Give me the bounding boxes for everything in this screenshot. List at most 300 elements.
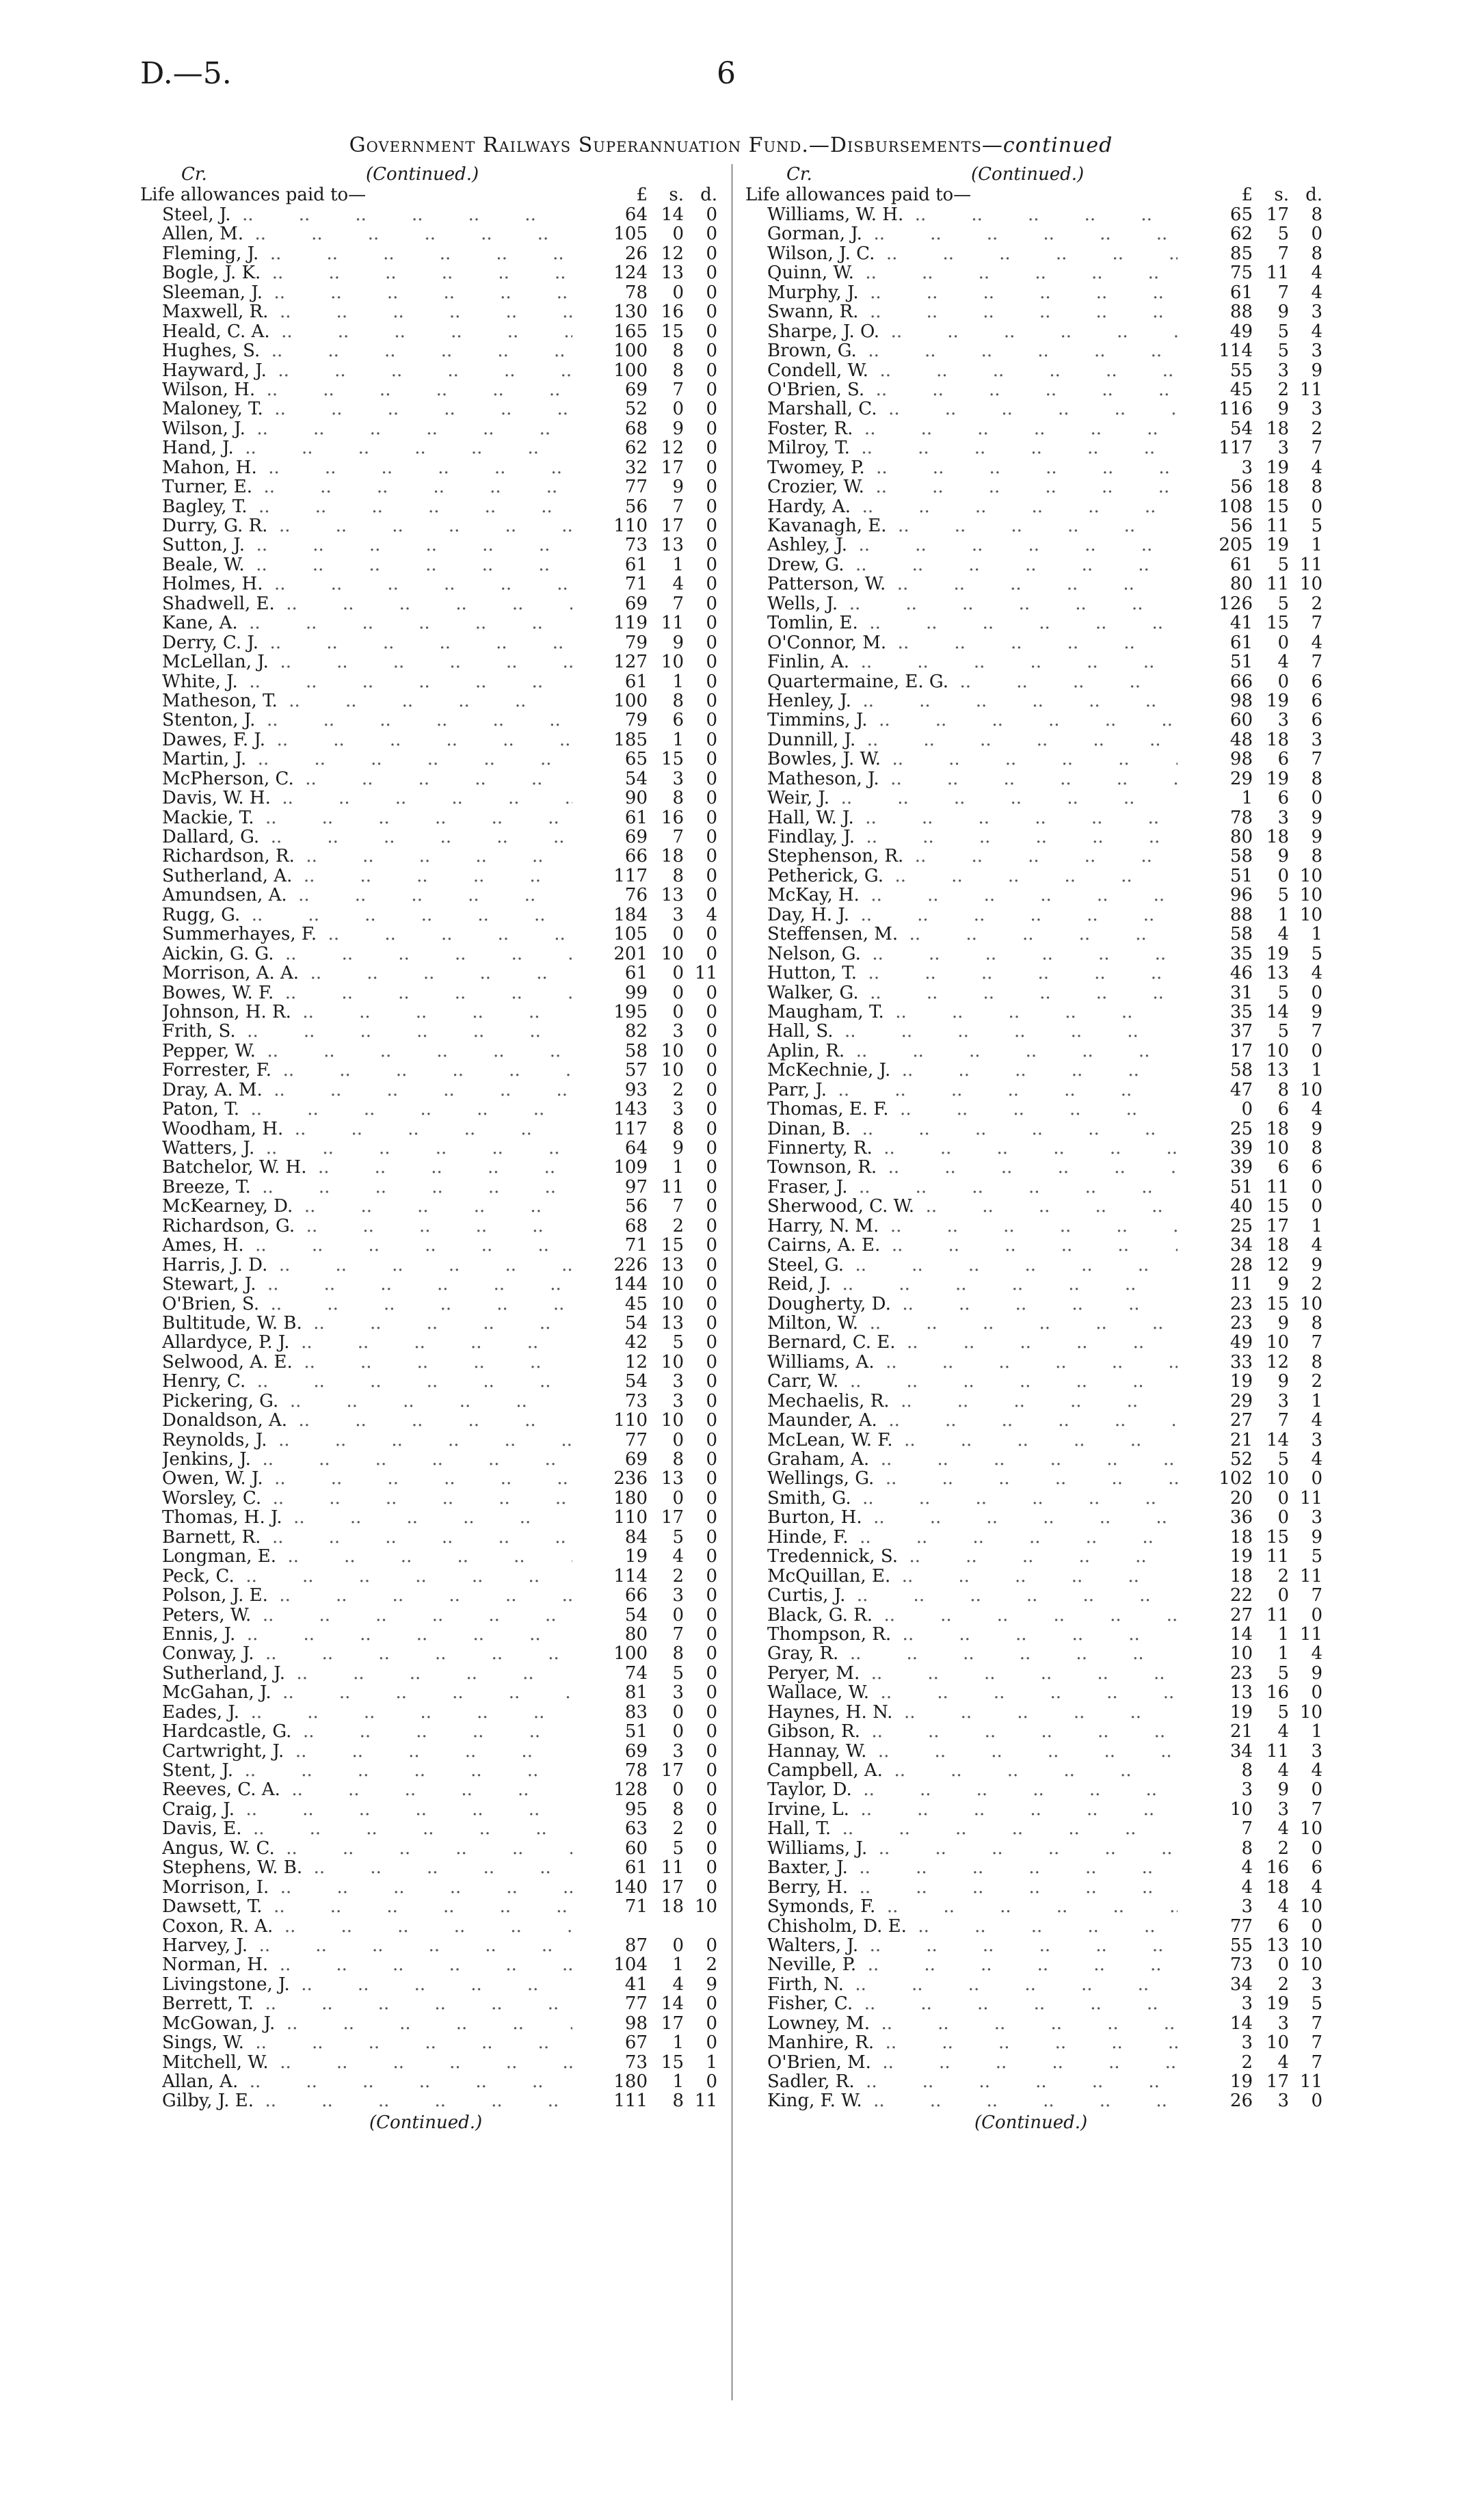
- entry-pounds: 19: [1230, 2071, 1253, 2092]
- entry-name: Dawsett, T. ..: [162, 1897, 572, 1916]
- entry-name: Bogle, J. K. ..: [162, 263, 572, 282]
- entry-pence: 0: [706, 1371, 717, 1392]
- entry-pounds: 95: [624, 1799, 648, 1820]
- entry-shillings: 11: [661, 1176, 684, 1197]
- left-entry-row: [140, 827, 756, 847]
- entry-pence: 0: [706, 1021, 717, 1042]
- entry-pence: 7: [1311, 438, 1323, 459]
- entry-name: Townson, R. ..: [767, 1158, 1178, 1177]
- entry-shillings: 0: [672, 1701, 684, 1723]
- entry-shillings: 19: [1266, 768, 1289, 789]
- entry-pence: 0: [706, 204, 717, 225]
- entry-pounds: 117: [613, 1118, 648, 1139]
- right-entry-row: [745, 827, 1361, 847]
- entry-name: Steffensen, M. ..: [767, 925, 1178, 944]
- left-entry-row: [140, 2053, 756, 2072]
- entry-shillings: 17: [661, 2013, 684, 2034]
- entry-pounds: 61: [1230, 632, 1253, 653]
- entry-shillings: 11: [1266, 516, 1289, 536]
- page-title: [0, 133, 1462, 157]
- entry-pence: 0: [706, 1876, 717, 1898]
- right-entry-row: [745, 1722, 1361, 1741]
- entry-shillings: 3: [672, 1585, 684, 1606]
- entry-pence: 0: [706, 1410, 717, 1431]
- entry-name: Ashley, J. ..: [767, 535, 1178, 555]
- entry-pence: 0: [706, 1312, 717, 1334]
- entry-pence: 0: [706, 671, 717, 692]
- right-entry-row: [745, 1761, 1361, 1780]
- left-entry-row: [140, 672, 756, 691]
- entry-pounds: 97: [624, 1176, 648, 1197]
- entry-name: Gray, R. ..: [767, 1644, 1178, 1663]
- entry-shillings: 11: [1266, 1740, 1289, 1762]
- entry-name: Steel, J. ..: [162, 205, 572, 224]
- entry-shillings: 3: [1277, 1390, 1289, 1411]
- entry-pence: 9: [1311, 807, 1323, 828]
- title-main: Government Railways Superannuation Fund.—Disbursements—: [349, 133, 1003, 157]
- entry-name: Milroy, T. ..: [767, 438, 1178, 457]
- entry-pence: 2: [1311, 1371, 1323, 1392]
- entry-pounds: 25: [1230, 1215, 1253, 1236]
- entry-name: Hand, J. ..: [162, 438, 572, 457]
- entry-pounds: 110: [613, 516, 648, 536]
- entry-pence: 0: [706, 982, 717, 1003]
- entry-name: McPherson, C. ..: [162, 769, 572, 788]
- entry-shillings: 10: [661, 1274, 684, 1295]
- left-entry-row: [140, 847, 756, 866]
- entry-pounds: 27: [1230, 1604, 1253, 1626]
- entry-pounds: 58: [624, 1040, 648, 1061]
- entry-shillings: 1: [672, 2071, 684, 2092]
- entry-name: Smith, G. ..: [767, 1489, 1178, 1508]
- entry-pounds: 77: [1230, 1915, 1253, 1937]
- entry-pence: 7: [1311, 652, 1323, 673]
- entry-name: Richardson, R. ..: [162, 847, 572, 866]
- entry-name: Stephens, W. B. ..: [162, 1858, 572, 1877]
- entry-pence: 4: [1311, 282, 1323, 303]
- entry-pounds: 8: [1241, 1760, 1253, 1781]
- right-entry-row: [745, 1567, 1361, 1586]
- entry-pence: 0: [1311, 1040, 1323, 1061]
- entry-name: Wallace, W. ..: [767, 1683, 1178, 1702]
- right-cr-label: Cr.: [786, 164, 812, 185]
- right-footer-continued: (Continued.): [974, 2112, 1088, 2133]
- entry-shillings: 8: [672, 788, 684, 809]
- entry-pence: 0: [706, 1274, 717, 1295]
- entry-pence: 11: [1299, 1623, 1323, 1645]
- entry-pence: 4: [1311, 1449, 1323, 1470]
- entry-pence: 7: [1311, 1021, 1323, 1042]
- entry-name: Petherick, G. ..: [767, 866, 1178, 886]
- entry-name: Barnett, R. ..: [162, 1528, 572, 1547]
- entry-pounds: 77: [624, 1993, 648, 2015]
- left-entry-row: [140, 925, 756, 944]
- entry-shillings: 12: [661, 243, 684, 264]
- entry-name: Mackie, T. ..: [162, 808, 572, 827]
- entry-pounds: 185: [613, 729, 648, 750]
- left-entry-row: [140, 1372, 756, 1391]
- left-entry-row: [140, 613, 756, 633]
- entry-pence: 0: [706, 243, 717, 264]
- entry-name: Gorman, J. ..: [767, 224, 1178, 243]
- entry-name: Sharpe, J. O. ..: [767, 322, 1178, 341]
- entry-shillings: 7: [672, 593, 684, 614]
- entry-pence: 0: [706, 1935, 717, 1956]
- entry-name: Paton, T. ..: [162, 1100, 572, 1119]
- entry-shillings: 15: [661, 2052, 684, 2073]
- entry-pence: 10: [1299, 904, 1323, 925]
- entry-pounds: 87: [624, 1935, 648, 1956]
- entry-pence: 10: [1299, 1935, 1323, 1956]
- left-pence-header: d.: [700, 185, 717, 205]
- entry-shillings: 19: [1266, 457, 1289, 478]
- entry-pence: 0: [706, 282, 717, 303]
- entry-name: Gibson, R. ..: [767, 1722, 1178, 1741]
- right-entry-row: [745, 1955, 1361, 1974]
- entry-shillings: 10: [661, 1410, 684, 1431]
- right-entry-row: [745, 847, 1361, 866]
- entry-pence: 3: [1311, 1740, 1323, 1762]
- entry-shillings: 19: [1266, 943, 1289, 964]
- entry-pence: 8: [1311, 204, 1323, 225]
- entry-shillings: 11: [661, 613, 684, 634]
- right-entry-row: [745, 633, 1361, 652]
- entry-pounds: 110: [613, 1410, 648, 1431]
- entry-pence: 9: [1311, 1254, 1323, 1275]
- right-entry-row: [745, 1139, 1361, 1158]
- entry-pence: 0: [706, 1196, 717, 1217]
- entry-pence: 0: [706, 1993, 717, 2015]
- entry-name: Williams, W. H. ..: [767, 205, 1178, 224]
- right-entry-row: [745, 1858, 1361, 1877]
- entry-pounds: 3: [1241, 1779, 1253, 1801]
- entry-name: Graham, A. ..: [767, 1450, 1178, 1469]
- entry-pence: 0: [706, 554, 717, 575]
- entry-pounds: 108: [1219, 496, 1253, 517]
- right-entry-row: [745, 438, 1361, 457]
- entry-shillings: 14: [661, 204, 684, 225]
- entry-name: Holmes, H. ..: [162, 574, 572, 594]
- entry-pounds: 54: [624, 1312, 648, 1334]
- right-entry-row: [745, 1100, 1361, 1119]
- entry-shillings: 6: [672, 710, 684, 731]
- entry-shillings: 3: [1277, 807, 1289, 828]
- entry-name: Steel, G. ..: [767, 1256, 1178, 1275]
- right-entry-row: [745, 205, 1361, 224]
- entry-shillings: 17: [661, 1507, 684, 1528]
- entry-pounds: 10: [1230, 1643, 1253, 1664]
- entry-pounds: 26: [1230, 2091, 1253, 2112]
- right-entry-row: [745, 1333, 1361, 1352]
- entry-name: Hutton, T. ..: [767, 964, 1178, 983]
- entry-name: Fisher, C. ..: [767, 1994, 1178, 2013]
- entry-pence: 0: [706, 263, 717, 284]
- entry-pence: 0: [1311, 496, 1323, 517]
- entry-shillings: 16: [1266, 1857, 1289, 1879]
- right-continued-label: (Continued.): [971, 164, 1085, 185]
- entry-shillings: 17: [661, 1760, 684, 1781]
- entry-pounds: 73: [624, 535, 648, 556]
- entry-shillings: 13: [661, 535, 684, 556]
- right-entry-row: [745, 302, 1361, 321]
- entry-shillings: 13: [661, 263, 684, 284]
- entry-shillings: 2: [672, 1215, 684, 1236]
- left-entry-row: [140, 555, 756, 574]
- entry-shillings: 0: [1277, 632, 1289, 653]
- entry-pounds: 58: [1230, 846, 1253, 867]
- entry-shillings: 18: [1266, 418, 1289, 439]
- entry-shillings: 1: [672, 2032, 684, 2054]
- entry-shillings: 5: [1277, 1021, 1289, 1042]
- entry-name: Dougherty, D. ..: [767, 1295, 1178, 1314]
- entry-pence: 11: [1299, 2071, 1323, 2092]
- left-entry-row: [140, 866, 756, 886]
- entry-pounds: 64: [624, 1138, 648, 1158]
- entry-pounds: 184: [613, 904, 648, 925]
- entry-pounds: 104: [613, 1954, 648, 1976]
- entry-pence: 7: [1311, 2013, 1323, 2034]
- entry-pence: 0: [706, 2071, 717, 2092]
- entry-pence: 0: [706, 1293, 717, 1314]
- entry-pounds: 144: [613, 1274, 648, 1295]
- entry-pounds: 68: [624, 418, 648, 439]
- entry-pence: 10: [694, 1896, 717, 1918]
- left-entry-row: [140, 1800, 756, 1819]
- entry-name: Tredennick, S. ..: [767, 1547, 1178, 1566]
- entry-name: Allardyce, P. J. ..: [162, 1333, 572, 1352]
- entry-name: Finlin, A. ..: [767, 652, 1178, 672]
- entry-shillings: 3: [672, 1371, 684, 1392]
- entry-shillings: 7: [672, 1623, 684, 1645]
- entry-pence: 0: [706, 1643, 717, 1664]
- entry-pounds: 49: [1230, 321, 1253, 342]
- right-entry-row: [745, 2014, 1361, 2033]
- right-entry-row: [745, 1664, 1361, 1683]
- entry-shillings: 4: [1277, 1721, 1289, 1742]
- right-entry-row: [745, 1392, 1361, 1411]
- right-shillings-header: s.: [1274, 185, 1289, 205]
- left-entry-row: [140, 361, 756, 380]
- left-entry-row: [140, 769, 756, 788]
- left-entry-row: [140, 1606, 756, 1625]
- entry-pence: 9: [1311, 1526, 1323, 1548]
- entry-pence: 4: [1311, 263, 1323, 284]
- entry-pence: 8: [1311, 1138, 1323, 1158]
- entry-name: O'Connor, M. ..: [767, 633, 1178, 652]
- entry-pence: 0: [1311, 1838, 1323, 1859]
- entry-name: Stewart, J. ..: [162, 1275, 572, 1294]
- right-entry-row: [745, 944, 1361, 964]
- left-entry-row: [140, 1256, 756, 1275]
- left-entry-row: [140, 1100, 756, 1119]
- right-entry-row: [745, 224, 1361, 243]
- left-entries-list: [140, 205, 756, 2111]
- entry-shillings: 5: [672, 1332, 684, 1353]
- right-entry-row: [745, 1431, 1361, 1450]
- entry-name: Finnerty, R. ..: [767, 1139, 1178, 1158]
- entry-pence: 0: [706, 302, 717, 323]
- entry-name: Neville, P. ..: [767, 1955, 1178, 1974]
- left-entry-row: [140, 1664, 756, 1683]
- entry-pounds: 100: [613, 341, 648, 362]
- entry-pounds: 10: [1230, 1799, 1253, 1820]
- entry-name: Reynolds, J. ..: [162, 1431, 572, 1450]
- entry-name: Woodham, H. ..: [162, 1119, 572, 1139]
- left-entry-row: [140, 1994, 756, 2013]
- left-intro-row: [140, 185, 756, 205]
- entry-pounds: 61: [624, 671, 648, 692]
- entry-name: Williams, A. ..: [767, 1353, 1178, 1372]
- entry-pounds: 55: [1230, 1935, 1253, 1956]
- entry-name: Brown, G. ..: [767, 341, 1178, 360]
- entry-pence: 0: [706, 224, 717, 245]
- entry-pounds: 60: [1230, 710, 1253, 731]
- entry-pence: 4: [1311, 1410, 1323, 1431]
- entry-name: Shadwell, E. ..: [162, 594, 572, 613]
- right-entry-row: [745, 1469, 1361, 1488]
- entry-pounds: 117: [613, 865, 648, 886]
- entry-pence: 0: [706, 827, 717, 847]
- entry-pence: 9: [1311, 827, 1323, 847]
- entry-pounds: 55: [1230, 360, 1253, 381]
- entry-shillings: 0: [672, 1779, 684, 1801]
- left-entry-row: [140, 1819, 756, 1838]
- left-entry-row: [140, 1295, 756, 1314]
- entry-pence: 10: [1299, 1954, 1323, 1976]
- entry-pounds: 66: [624, 1585, 648, 1606]
- entry-name: Watters, J. ..: [162, 1139, 572, 1158]
- entry-pounds: 68: [624, 1215, 648, 1236]
- entry-name: McGahan, J. ..: [162, 1683, 572, 1702]
- left-entry-row: [140, 263, 756, 282]
- entry-pence: 0: [706, 1487, 717, 1509]
- left-entry-row: [140, 1644, 756, 1663]
- entry-name: Richardson, G. ..: [162, 1217, 572, 1236]
- entry-shillings: 10: [1266, 1468, 1289, 1489]
- entry-pence: 2: [1311, 593, 1323, 614]
- entry-shillings: 7: [1277, 282, 1289, 303]
- entry-shillings: 9: [1277, 1274, 1289, 1295]
- left-entry-row: [140, 652, 756, 672]
- entry-name: Nelson, G. ..: [767, 944, 1178, 964]
- entry-pounds: 69: [624, 827, 648, 847]
- entry-name: Stenton, J. ..: [162, 711, 572, 730]
- entry-shillings: 7: [672, 827, 684, 847]
- entry-pounds: 195: [613, 1001, 648, 1022]
- entry-shillings: 15: [661, 321, 684, 342]
- entry-shillings: 3: [672, 1682, 684, 1703]
- right-entry-row: [745, 866, 1361, 886]
- left-entry-row: [140, 1625, 756, 1644]
- right-entry-row: [745, 1411, 1361, 1430]
- entry-pence: 4: [1311, 632, 1323, 653]
- entry-pence: 0: [706, 1332, 717, 1353]
- entry-shillings: 18: [1266, 1876, 1289, 1898]
- right-entry-row: [745, 1178, 1361, 1197]
- left-entry-row: [140, 594, 756, 613]
- left-cr-label: Cr.: [181, 164, 207, 185]
- entry-pence: 4: [1311, 321, 1323, 342]
- entry-shillings: 1: [672, 554, 684, 575]
- entry-pence: 0: [706, 1001, 717, 1022]
- entry-name: Maloney, T. ..: [162, 399, 572, 419]
- entry-pence: 0: [706, 418, 717, 439]
- entry-name: O'Brien, S. ..: [767, 380, 1178, 399]
- entry-pounds: 45: [1230, 379, 1253, 400]
- page-number: 6: [717, 56, 736, 91]
- entry-pounds: 34: [1230, 1974, 1253, 1995]
- entry-name: Amundsen, A. ..: [162, 886, 572, 905]
- entry-pence: 0: [706, 1060, 717, 1081]
- entry-name: Thompson, R. ..: [767, 1625, 1178, 1644]
- entry-name: Firth, N. ..: [767, 1975, 1178, 1994]
- entry-pounds: 40: [1230, 1196, 1253, 1217]
- entry-shillings: 13: [661, 1312, 684, 1334]
- entry-shillings: 13: [661, 1254, 684, 1275]
- entry-name: Chisholm, D. E. ..: [767, 1917, 1178, 1936]
- entry-pence: 0: [706, 2013, 717, 2034]
- entry-pence: 6: [1311, 710, 1323, 731]
- entry-pounds: 29: [1230, 768, 1253, 789]
- entry-shillings: 0: [672, 399, 684, 420]
- entry-pence: 8: [1311, 1312, 1323, 1334]
- entry-shillings: 0: [1277, 1487, 1289, 1509]
- left-entry-row: [140, 1683, 756, 1702]
- entry-pounds: 62: [1230, 224, 1253, 245]
- entry-shillings: 1: [672, 1954, 684, 1976]
- entry-pence: 4: [706, 904, 717, 925]
- entry-pounds: 56: [624, 496, 648, 517]
- entry-name: McKechnie, J. ..: [767, 1061, 1178, 1080]
- entry-pence: 5: [1311, 1546, 1323, 1567]
- entry-name: Hardcastle, G. ..: [162, 1722, 572, 1741]
- entry-shillings: 9: [672, 632, 684, 653]
- entry-pence: 0: [1311, 1682, 1323, 1703]
- entry-pence: 0: [1311, 982, 1323, 1003]
- entry-name: Thomas, E. F. ..: [767, 1100, 1178, 1119]
- right-entry-row: [745, 1061, 1361, 1080]
- entry-pounds: 93: [624, 1079, 648, 1100]
- entry-name: Curtis, J. ..: [767, 1586, 1178, 1605]
- entry-pence: 4: [1311, 1760, 1323, 1781]
- entry-name: Fraser, J. ..: [767, 1178, 1178, 1197]
- entry-name: Davis, E. ..: [162, 1819, 572, 1838]
- entry-shillings: 0: [1277, 1954, 1289, 1976]
- left-entry-row: [140, 458, 756, 477]
- right-entry-row: [745, 613, 1361, 633]
- entry-shillings: 2: [672, 1818, 684, 1840]
- entry-shillings: 5: [1277, 321, 1289, 342]
- right-entry-row: [745, 574, 1361, 594]
- entry-shillings: 9: [672, 418, 684, 439]
- entry-pence: 0: [706, 457, 717, 478]
- entry-pence: 0: [1311, 1779, 1323, 1801]
- right-entry-row: [745, 925, 1361, 944]
- entry-pounds: 78: [1230, 807, 1253, 828]
- entry-shillings: 8: [672, 1799, 684, 1820]
- entry-pence: 10: [1299, 574, 1323, 595]
- left-entry-row: [140, 983, 756, 1003]
- entry-name: White, J. ..: [162, 672, 572, 691]
- entry-pounds: 46: [1230, 963, 1253, 984]
- entry-pence: 0: [706, 1390, 717, 1411]
- entry-shillings: 18: [661, 1896, 684, 1918]
- entry-name: Parr, J. ..: [767, 1080, 1178, 1100]
- entry-name: Dallard, G. ..: [162, 827, 572, 847]
- entry-pounds: 52: [624, 399, 648, 420]
- entry-shillings: 10: [661, 652, 684, 673]
- entry-pounds: 83: [624, 1701, 648, 1723]
